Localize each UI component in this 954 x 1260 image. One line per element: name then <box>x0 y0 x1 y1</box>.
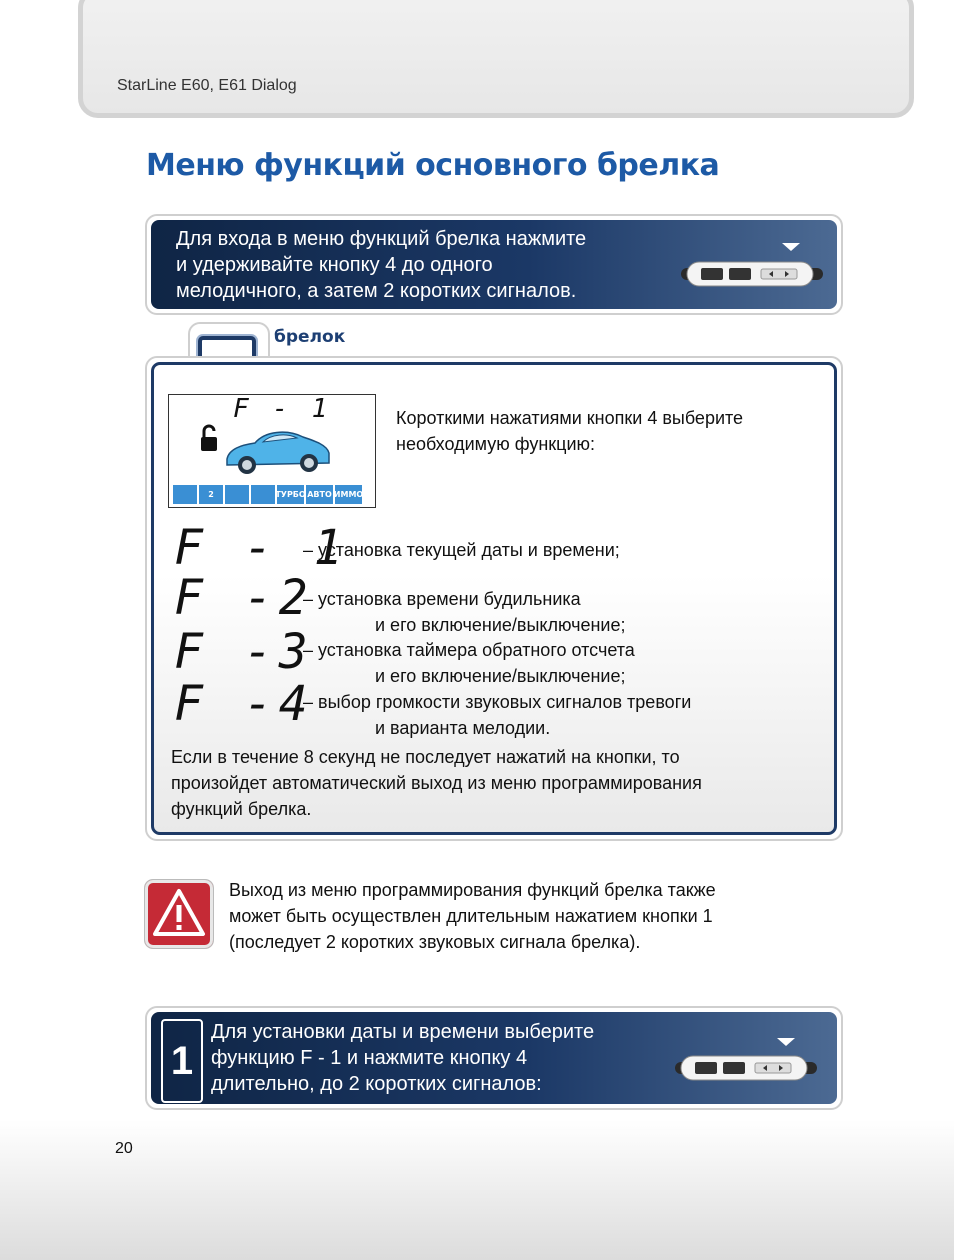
function-desc-f1 <box>303 537 620 563</box>
lcd-status-icons <box>173 485 362 504</box>
function-desc-f2 <box>303 586 625 638</box>
enter-menu-instruction-text <box>176 226 646 304</box>
step-line: функцию F - 1 и нажмите кнопку 4 <box>211 1047 528 1069</box>
timeout-line: Если в течение 8 секунд не последует нажатий на кнопки, то <box>171 747 680 767</box>
auto-icon: АВТО <box>306 485 333 504</box>
select-function-text <box>396 405 816 457</box>
turbo-icon: ТУРБО <box>277 485 304 504</box>
instruction-line: мелодичного, а затем 2 коротких сигналов. <box>176 280 577 302</box>
key-fob-tab-label: брелок <box>274 327 346 347</box>
warning-line: Выход из меню программирования функций брелка также <box>229 880 716 900</box>
page-title: Меню функций основного брелка <box>146 148 720 183</box>
car-icon <box>223 421 333 479</box>
function-desc-line: – установка текущей даты и времени; <box>303 540 620 560</box>
warning-triangle-icon <box>145 880 213 948</box>
warning-badge <box>145 880 213 948</box>
function-code-f4: F -4 <box>174 676 314 732</box>
function-code-f2: F -2 <box>174 570 314 626</box>
function-code-f3: F -3 <box>174 624 314 680</box>
step-1-text <box>211 1019 661 1097</box>
page-number: 20 <box>115 1140 133 1157</box>
key-fob-lcd-display <box>168 394 376 508</box>
function-desc-f3 <box>303 637 635 689</box>
page-header <box>78 0 914 118</box>
instruction-line: и удерживайте кнопку 4 до одного <box>176 254 493 276</box>
page-bottom-gradient <box>0 1120 954 1260</box>
lock-2-icon: 2 <box>199 485 223 504</box>
instruction-line: Для входа в меню функций брелка нажмите <box>176 228 587 250</box>
gun-icon <box>173 485 197 504</box>
immo-icon: ИММО <box>335 485 362 504</box>
function-desc-line: – выбор громкости звуковых сигналов тревоги <box>303 692 692 712</box>
timeout-note <box>171 744 811 822</box>
step-1-instruction-bar <box>145 1006 843 1110</box>
cross-icon <box>225 485 249 504</box>
step-number: 1 <box>161 1019 203 1103</box>
key-fob-remote-icon <box>675 1053 817 1083</box>
open-lock-icon <box>199 423 219 453</box>
function-desc-line: – установка времени будильника <box>303 589 581 609</box>
timeout-line: функций брелка. <box>171 799 312 819</box>
enter-menu-instruction-bar <box>145 214 843 315</box>
function-desc-cont: и его включение/выключение; <box>375 666 626 686</box>
function-desc-line: – установка таймера обратного отсчета <box>303 640 635 660</box>
step-line: длительно, до 2 коротких сигналов: <box>211 1073 542 1095</box>
wrench-icon <box>251 485 275 504</box>
warning-line: (последует 2 коротких звуковых сигнала брелка). <box>229 932 641 952</box>
lcd-function-code: F - 1 <box>233 394 332 424</box>
function-desc-cont: и варианта мелодии. <box>375 718 551 738</box>
pointer-triangle-icon <box>777 1038 795 1046</box>
intro-line: необходимую функцию: <box>396 434 596 454</box>
pointer-triangle-icon <box>782 243 800 251</box>
timeout-line: произойдет автоматический выход из меню программирования <box>171 773 702 793</box>
warning-line: может быть осуществлен длительным нажатием кнопки 1 <box>229 906 713 926</box>
key-fob-remote-icon <box>681 259 823 289</box>
function-desc-f4 <box>303 689 691 741</box>
header-title: StarLine E60, E61 Dialog <box>117 77 297 94</box>
warning-text <box>229 877 819 955</box>
function-code-f1: F - 1 <box>174 520 349 576</box>
intro-line: Короткими нажатиями кнопки 4 выберите <box>396 408 744 428</box>
step-line: Для установки даты и времени выберите <box>211 1021 595 1043</box>
function-desc-cont: и его включение/выключение; <box>375 615 626 635</box>
